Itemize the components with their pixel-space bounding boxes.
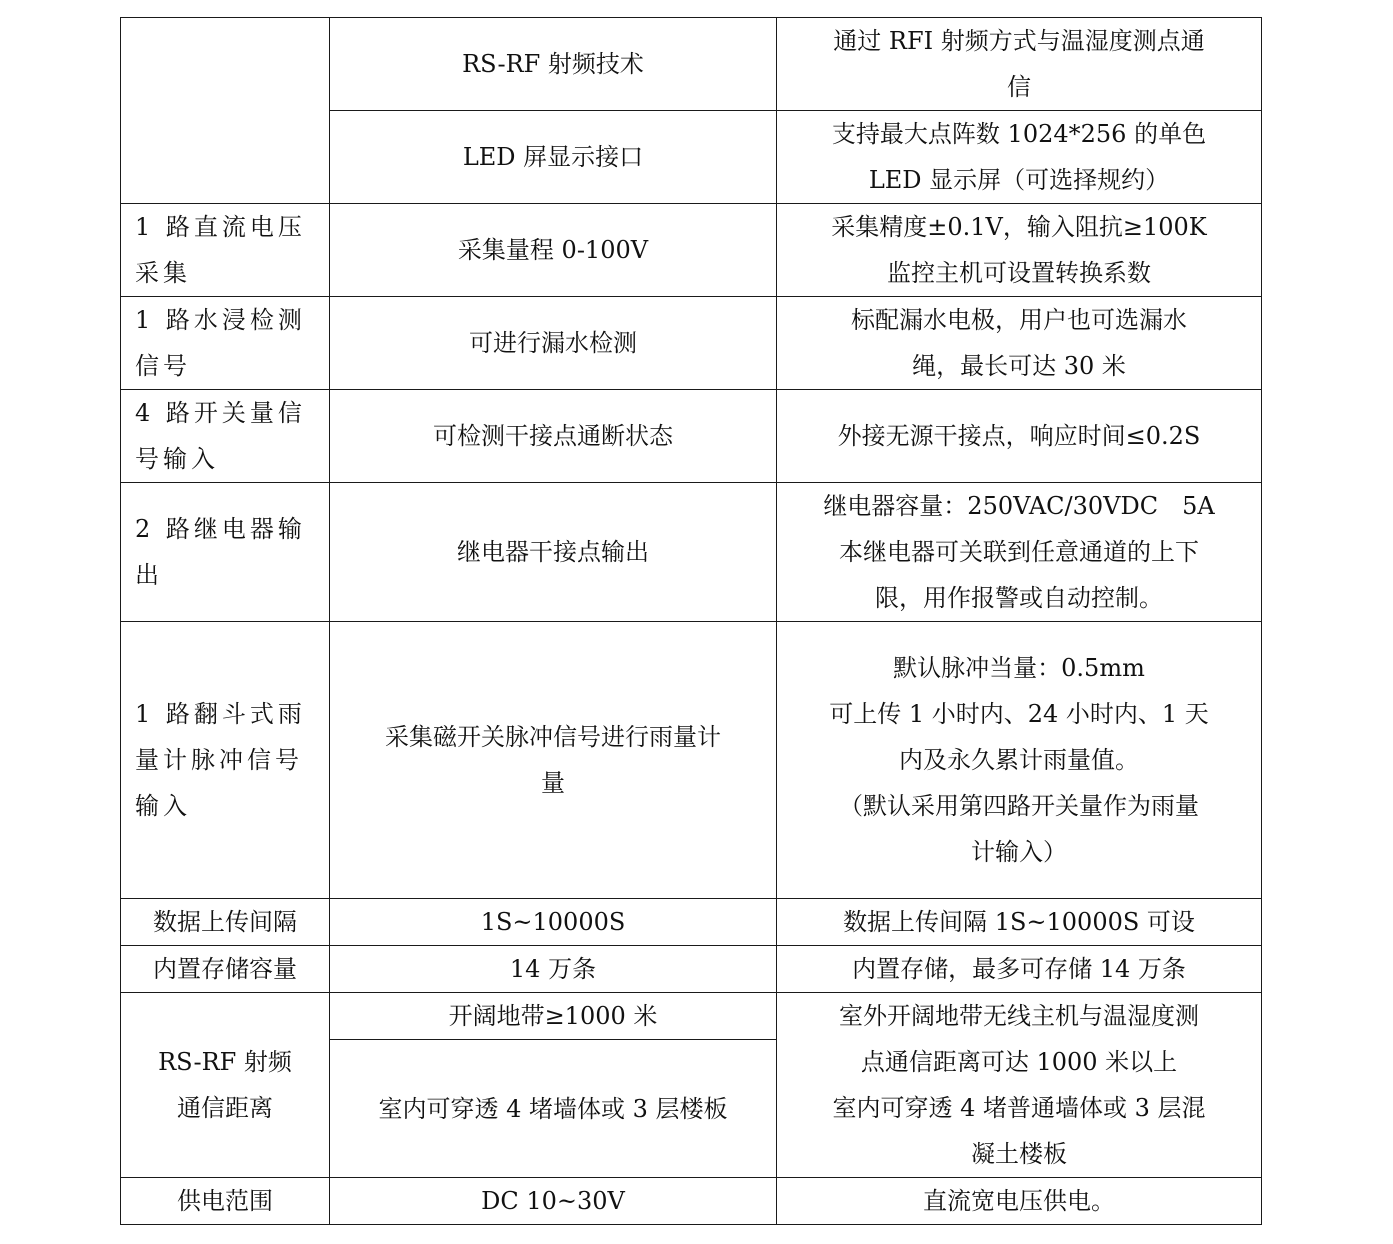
table-cell: 可进行漏水检测 (330, 297, 777, 390)
table-cell: 直流宽电压供电。 (777, 1178, 1262, 1225)
table-cell-label: 4 路开关量信 号输入 (121, 390, 330, 483)
table-row (121, 993, 1262, 1040)
table-row (121, 1178, 1262, 1225)
table-cell: 标配漏水电极，用户也可选漏水 绳，最长可达 30 米 (777, 297, 1262, 390)
table-row (121, 483, 1262, 622)
table-cell: 可检测干接点通断状态 (330, 390, 777, 483)
table-cell-label: 2 路继电器输 出 (121, 483, 330, 622)
table-cell-label: 1 路翻斗式雨 量计脉冲信号 输入 (121, 622, 330, 899)
table-row (121, 622, 1262, 899)
table-cell-label: 供电范围 (121, 1178, 330, 1225)
spec-table (120, 17, 1262, 1225)
table-cell-label: 1 路直流电压 采集 (121, 204, 330, 297)
table-cell: 室外开阔地带无线主机与温湿度测 点通信距离可达 1000 米以上 室内可穿透 4 堵普通墙体或 3 层混 凝土楼板 (777, 993, 1262, 1178)
table-row (121, 204, 1262, 297)
table-cell: 采集量程 0-100V (330, 204, 777, 297)
table-cell: DC 10~30V (330, 1178, 777, 1225)
table-row (121, 899, 1262, 946)
table-cell-label: 1 路水浸检测 信号 (121, 297, 330, 390)
table-cell-label: 内置存储容量 (121, 946, 330, 993)
table-cell: 通过 RFI 射频方式与温湿度测点通 信 (777, 18, 1262, 111)
table-row (121, 297, 1262, 390)
table-cell: 采集磁开关脉冲信号进行雨量计 量 (330, 622, 777, 899)
table-cell: 14 万条 (330, 946, 777, 993)
table-cell: 默认脉冲当量：0.5mm 可上传 1 小时内、24 小时内、1 天 内及永久累计雨量值。 （默认采用第四路开关量作为雨量 计输入） (777, 622, 1262, 899)
table-cell: 数据上传间隔 1S~10000S 可设 (777, 899, 1262, 946)
table-cell: LED 屏显示接口 (330, 111, 777, 204)
table-cell: 采集精度±0.1V，输入阻抗≥100K 监控主机可设置转换系数 (777, 204, 1262, 297)
table-cell: 外接无源干接点，响应时间≤0.2S (777, 390, 1262, 483)
table-row (121, 18, 1262, 111)
table-cell: 继电器容量：250VAC/30VDC 5A 本继电器可关联到任意通道的上下 限，用作报警或自动控制。 (777, 483, 1262, 622)
table-cell: 室内可穿透 4 堵墙体或 3 层楼板 (330, 1040, 777, 1178)
table-cell: 开阔地带≥1000 米 (330, 993, 777, 1040)
table-cell: 继电器干接点输出 (330, 483, 777, 622)
table-cell-label: RS-RF 射频 通信距离 (121, 993, 330, 1178)
table-cell: RS-RF 射频技术 (330, 18, 777, 111)
table-cell: 支持最大点阵数 1024*256 的单色 LED 显示屏（可选择规约） (777, 111, 1262, 204)
table-cell-empty (121, 18, 330, 204)
table-row (121, 946, 1262, 993)
table-cell: 内置存储，最多可存储 14 万条 (777, 946, 1262, 993)
table-cell-label: 数据上传间隔 (121, 899, 330, 946)
table-cell: 1S~10000S (330, 899, 777, 946)
table-row (121, 390, 1262, 483)
